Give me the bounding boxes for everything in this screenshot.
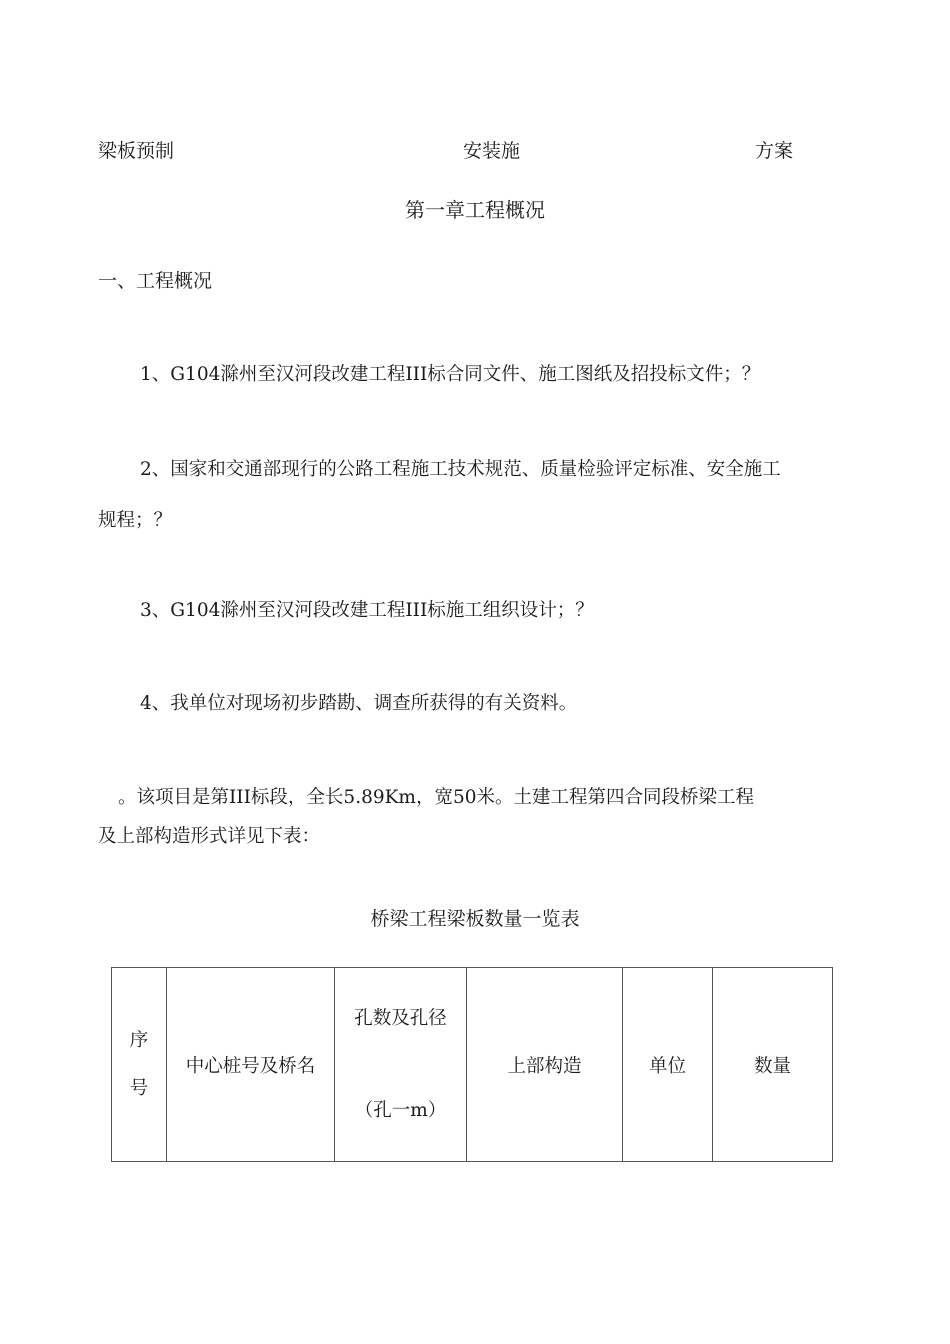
list-item-1: 1、G104滁州至汉河段改建工程III标合同文件、施工图纸及招投标文件；？ [140, 364, 761, 385]
bridge-table [111, 967, 833, 1162]
header-structure: 上部构造 [467, 968, 623, 1162]
list-item-3: 3、G104滁州至汉河段改建工程III标施工组织设计；？ [140, 600, 594, 621]
table-caption: 桥梁工程梁板数量一览表 [370, 908, 580, 930]
chapter-title: 第一章工程概况 [405, 198, 545, 222]
list-item-2-cont: 规程；？ [98, 510, 173, 531]
header-station-name: 中心桩号及桥名 [167, 968, 335, 1162]
header-unit: 单位 [623, 968, 713, 1162]
header-span-line1: 孔数及孔径 [354, 1007, 447, 1029]
list-item-2: 2、国家和交通部现行的公路工程施工技术规范、质量检验评定标准、安全施工 [140, 459, 781, 480]
header-quantity: 数量 [713, 968, 833, 1162]
header-seq-line1: 序 [129, 1029, 149, 1051]
paragraph-line-2: 及上部构造形式详见下表： [98, 826, 321, 847]
table-header-row [112, 968, 833, 1162]
header-seq [112, 968, 167, 1162]
header-seq-line2: 号 [129, 1077, 149, 1099]
section-title: 一、工程概况 [98, 270, 213, 292]
title-part-3: 方案 [755, 140, 794, 162]
list-item-4: 4、我单位对现场初步踏勘、调查所获得的有关资料。 [140, 693, 578, 714]
title-part-2: 安装施 [463, 140, 521, 162]
title-part-1: 梁板预制 [98, 140, 175, 162]
header-span-line2: （孔一m） [354, 1099, 447, 1121]
header-span [335, 968, 467, 1162]
paragraph-line-1: 。该项目是第III标段，全长5.89Km，宽50米。土建工程第四合同段桥梁工程 [118, 787, 755, 808]
